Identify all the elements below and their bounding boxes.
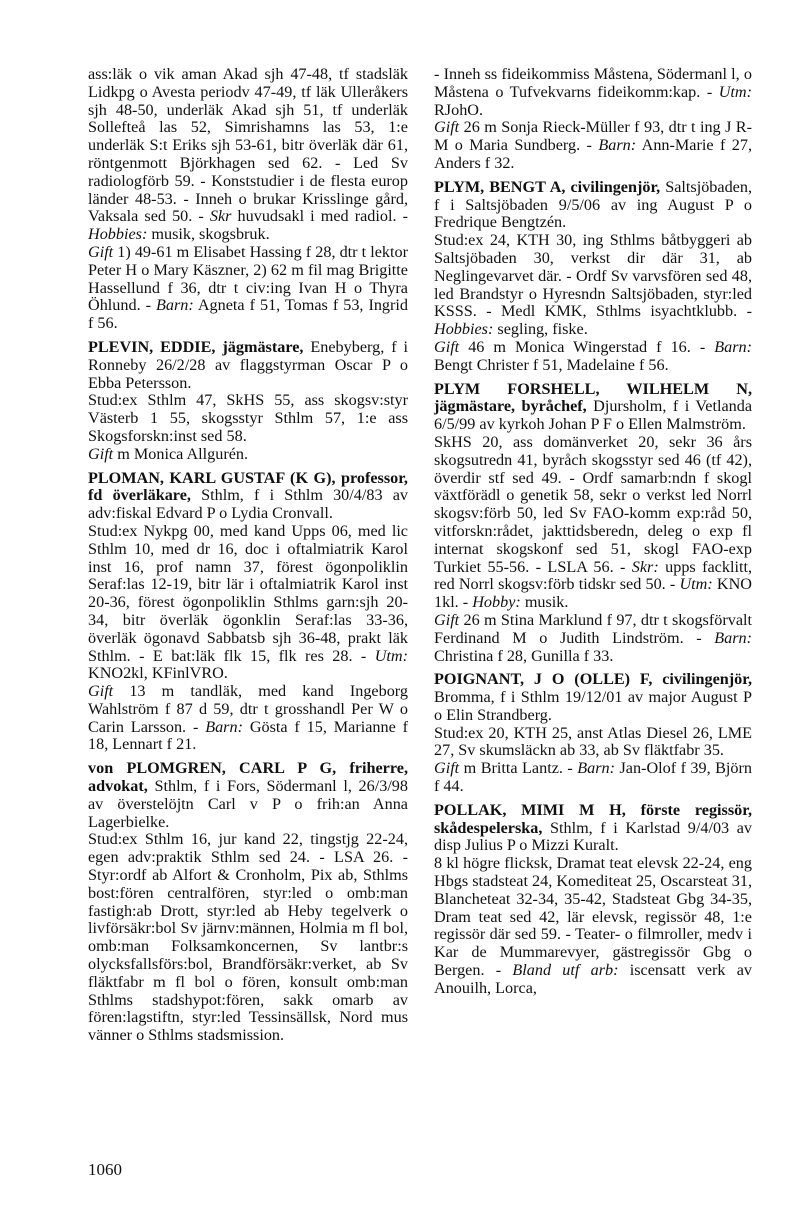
field-label: Barn: xyxy=(598,136,637,155)
entry-text: Stud:ex Sthlm 16, jur kand 22, tingstjg 22-24, egen adv:praktik Sthlm sed 24. - LSA 26. - Styr:ordf ab Alfort & Cronholm, Pix ab, Sthlms bost:fören centralfören, styr:led o omb:man fastigh:ab Drott, styr:led ab Heby tegelverk o livförsäkr:bol Sv järnv:männen, Holmia m fl bol, omb:man Folksamkoncernen, Sv lantbr:s olycksfallsförs:bol, Brandförsäkr:verket, ab Sv fläktfabr m fl bol o fören, konsult omb:man Sthlms stadshypot:fören, sakk omarb av fören:lagstiftn, styr:led Tessinsällsk, Nord mus vänner o Sthlms stadsmission. xyxy=(88,830,408,1045)
entry-text: Stud:ex Sthlm 47, SkHS 55, ass skogsv:styr Västerb 1 55, skogsstyr Sthlm 57, 1:e ass Skogsforskn:inst sed 58. xyxy=(88,391,408,445)
entry-text: iscensatt verk av Anouilh, Lorca, xyxy=(434,961,753,997)
entry-paragraph xyxy=(88,446,408,464)
field-label: Barn: xyxy=(156,296,194,315)
biography-entry xyxy=(434,802,752,998)
entry-paragraph xyxy=(88,683,408,754)
entry-text: Stud:ex 20, KTH 25, anst Atlas Diesel 26, LME 27, Sv skumsläckn ab 33, ab Sv fläktfabr 35. xyxy=(434,723,752,760)
entry-paragraph xyxy=(88,339,408,392)
biography-entry xyxy=(434,179,752,375)
right-column xyxy=(434,66,752,1001)
field-label: Hobbies: xyxy=(434,320,494,339)
field-label: Gift xyxy=(434,337,460,356)
field-label: Hobby: xyxy=(472,593,521,612)
entry-paragraph xyxy=(434,612,752,665)
entry-text: Sthlm, f i Fors, Södermanl l, 26/3/98 av överstelöjtn Carl v P o frih:an Anna Lagerbielke. xyxy=(88,777,408,831)
entry-text: Stud:ex 24, KTH 30, ing Sthlms båtbyggeri ab Saltsjöbaden 30, verkst dir där 31, ab Neglingevarvet där. - Ordf Sv varvsfören sed 48, led Brandstyr o Hyresndn Saltsjöbaden, styr:led KSSS. - Medl KMK, Sthlms isyachtklubb. - xyxy=(434,231,752,321)
entry-text: KNO2kl, KFinlVRO. xyxy=(88,664,228,683)
entry-text: musik, skogsbruk. xyxy=(147,225,270,244)
field-label: Gift xyxy=(88,242,114,261)
field-label: Utm: xyxy=(718,82,752,101)
entry-paragraph xyxy=(434,381,752,434)
field-label: Gift xyxy=(434,610,460,629)
entry-text: Djursholm, f i Vetlanda 6/5/99 av kyrkoh Johan P F o Ellen Malmström. xyxy=(434,397,752,434)
entry-text: 26 m Sonja Rieck-Müller f 93, dtr t ing J R-M o Maria Sundberg. - xyxy=(434,118,752,155)
entry-paragraph xyxy=(88,392,408,445)
entry-paragraph xyxy=(434,802,752,855)
entry-paragraph xyxy=(434,66,752,119)
entry-text: Stud:ex Nykpg 00, med kand Upps 06, med lic Sthlm 10, med dr 16, doc i oftalmiatrik Karol inst 16, prof namn 37, förest ögonpoliklin Seraf:las 12-19, bitr lär i oftalmiatrik Karol inst 20-36, förest ögonpoliklin Sthlms garn:sjh 20-34, bitr överläk ögonklin Seraf:las 33-36, överläk ögonavd Sabbatsb sjh 36-48, prakt läk Sthlm. - E bat:läk flk 15, flk res 28. - xyxy=(88,521,408,665)
entry-text: - Inneh ss fideikommiss Måstena, Södermanl l, o Måstena o Tufvekvarns fideikomm:kap. - xyxy=(434,65,752,101)
entry-paragraph xyxy=(88,760,408,831)
biography-entry xyxy=(434,671,752,796)
biography-entry xyxy=(88,339,408,464)
entry-text: Jan-Olof f 39, Björn f 44. xyxy=(434,759,753,796)
biography-entry-continued xyxy=(88,66,408,333)
entry-text: RJohO. xyxy=(434,100,484,119)
entry-text: 1) 49-61 m Elisabet Hassing f 28, dtr t lektor Peter H o Mary Käszner, 2) 62 m fil mag Brigitte Hassellund f 36, dtr t civ:ing Ivan H o Thyra Öhlund. - xyxy=(88,242,408,315)
entry-title: civilingenjör, xyxy=(565,177,661,196)
entry-text: 26 m Stina Marklund f 97, dtr t skogsförvalt Ferdinand M o Judith Lindström. - xyxy=(434,610,752,647)
field-label: Barn: xyxy=(205,717,243,736)
entry-title: civilingenjör, xyxy=(652,670,753,689)
biography-entry xyxy=(88,760,408,1045)
entry-paragraph xyxy=(434,232,752,339)
entry-paragraph xyxy=(434,855,752,997)
entry-text: segling, fiske. xyxy=(493,320,588,339)
entry-paragraph xyxy=(88,470,408,523)
left-column xyxy=(88,66,408,1048)
field-label: Barn: xyxy=(714,628,752,647)
biography-entry xyxy=(434,381,752,666)
entry-paragraph xyxy=(434,434,752,612)
field-label: Utm: xyxy=(374,646,408,665)
entry-text: musik. xyxy=(520,593,569,612)
entry-text: Christina f 28, Gunilla f 33. xyxy=(434,646,614,665)
biography-entry-continued xyxy=(434,66,752,173)
field-label: Skr xyxy=(209,207,232,226)
entry-text: ass:läk o vik aman Akad sjh 47-48, tf stadsläk Lidkpg o Avesta periodv 47-49, tf läk Ulleråkers sjh 48-50, underläk Akad sjh 51, tf underläk Sollefteå las 52, Simrishamns las 53, 1:e underläk S:t Eriks sjh 53-61, bitr överläk där 61, röntgenmott Björkhagen sed 62. - Led Sv radiologförb 59. - Konststudier i de flesta europ länder 48-53. - Inneh o brukar Krisslinge gård, Vaksala sed 50. - xyxy=(88,65,408,226)
entry-text: Bromma, f i Sthlm 19/12/01 av major August P o Elin Strandberg. xyxy=(434,688,752,724)
field-label: Barn: xyxy=(714,337,752,356)
field-label: Gift xyxy=(88,444,114,463)
entry-text: upps facklitt, red Norrl skogsv:förb tidskr sed 50. - xyxy=(434,557,752,594)
entry-name: von PLOMGREN, CARL P G, xyxy=(88,759,337,778)
entry-text: Enebyberg, f i Ronneby 26/2/28 av flaggstyrman Oscar P o Ebba Petersson. xyxy=(88,337,409,392)
entry-name: PLYM FORSHELL, WILHELM N, xyxy=(434,379,752,398)
entry-paragraph xyxy=(88,831,408,1045)
entry-name: PLOMAN, KARL GUSTAF (K G), xyxy=(88,468,336,487)
entry-paragraph xyxy=(434,119,752,172)
entry-title: jägmästare, byråchef, xyxy=(434,397,587,416)
entry-text: Gösta f 15, Marianne f 18, Lennart f 21. xyxy=(88,717,409,754)
entry-name: POIGNANT, J O (OLLE) F, xyxy=(434,670,653,689)
entry-text: 46 m Monica Wingerstad f 16. - xyxy=(459,337,715,356)
entry-title: förste regissör, skådespelerska, xyxy=(434,800,752,837)
entry-text: Ann-Marie f 27, Anders f 32. xyxy=(434,136,752,172)
entry-name: POLLAK, MIMI M H, xyxy=(434,800,626,819)
entry-paragraph xyxy=(88,523,408,683)
entry-text: Agneta f 51, Tomas f 53, Ingrid f 56. xyxy=(88,296,409,333)
entry-title: jägmästare, xyxy=(215,337,304,356)
entry-text: KNO 1kl. - xyxy=(434,575,752,612)
field-label: Gift xyxy=(434,759,460,778)
entry-text: Sthlm, f i Karlstad 9/4/03 av disp Julius P o Mizzi Kuralt. xyxy=(434,818,752,855)
entry-title: professor, fd överläkare, xyxy=(88,468,408,505)
field-label: Utm: xyxy=(679,575,713,594)
entry-paragraph xyxy=(434,725,752,761)
entry-text: SkHS 20, ass domänverket 20, sekr 36 års skogsutredn 41, byråch skogsstyr sed 46 (tf 42), överdir stf sed 49. - Ordf samarb:ndn f skogl växtförädl o genetik 58, sekr o verkst led Norrl skogsv:förb 50, led Sv FAO-komm exp:råd 50, vitforskn:rådet, jakttidsberedn, deleg o exp fl internat skogskonf sed 51, skogl FAO-exp Turkiet 55-56. - LSLA 56. - xyxy=(434,432,752,576)
entry-text: Sthlm, f i Sthlm 30/4/83 av adv:fiskal Edvard P o Lydia Cronvall. xyxy=(88,486,408,523)
entry-title: friherre, advokat, xyxy=(88,759,408,796)
entry-paragraph xyxy=(434,671,752,724)
field-label: Hobbies: xyxy=(88,225,148,244)
field-label: Barn: xyxy=(577,759,616,778)
entry-paragraph xyxy=(434,179,752,232)
page-number: 1060 xyxy=(88,1160,122,1179)
entry-paragraph xyxy=(88,66,408,244)
entry-text: huvudsakl i med radiol. - xyxy=(231,207,409,226)
entry-paragraph xyxy=(434,760,752,796)
entry-text: m Monica Allgurén. xyxy=(113,444,249,463)
entry-text: 13 m tandläk, med kand Ingeborg Wahlström f 87 d 59, dtr t grosshandl Per W o Carin Larsson. - xyxy=(88,682,408,736)
field-label: Gift xyxy=(88,682,114,701)
entry-text: m Britta Lantz. - xyxy=(459,759,578,778)
entry-name: PLEVIN, EDDIE, xyxy=(88,337,216,356)
entry-paragraph xyxy=(88,244,408,333)
field-label: Skr: xyxy=(631,557,659,576)
entry-text: Saltsjöbaden, f i Saltsjöbaden 9/5/06 av ing August P o Fredrique Bengtzén. xyxy=(434,177,752,232)
field-label: Gift xyxy=(434,118,460,137)
entry-paragraph xyxy=(434,339,752,375)
field-label: Bland utf arb: xyxy=(512,961,619,980)
biography-entry xyxy=(88,470,408,755)
entry-text: 8 kl högre flicksk, Dramat teat elevsk 22-24, eng Hbgs stadsteat 24, Komediteat 25, Oscarsteat 31, Blancheteat 32-34, 35-42, Stadsteat Gbg 34-35, Dram teat sed 42, lär elevsk, regissör 48, 1:e regissör där sed 59. - Teater- o filmroller, medv i Kar de Mummarevyer, gästregissör Gbg o Bergen. - xyxy=(434,854,752,980)
entry-text: Bengt Christer f 51, Madelaine f 56. xyxy=(434,355,669,374)
entry-name: PLYM, BENGT A, xyxy=(434,177,566,196)
